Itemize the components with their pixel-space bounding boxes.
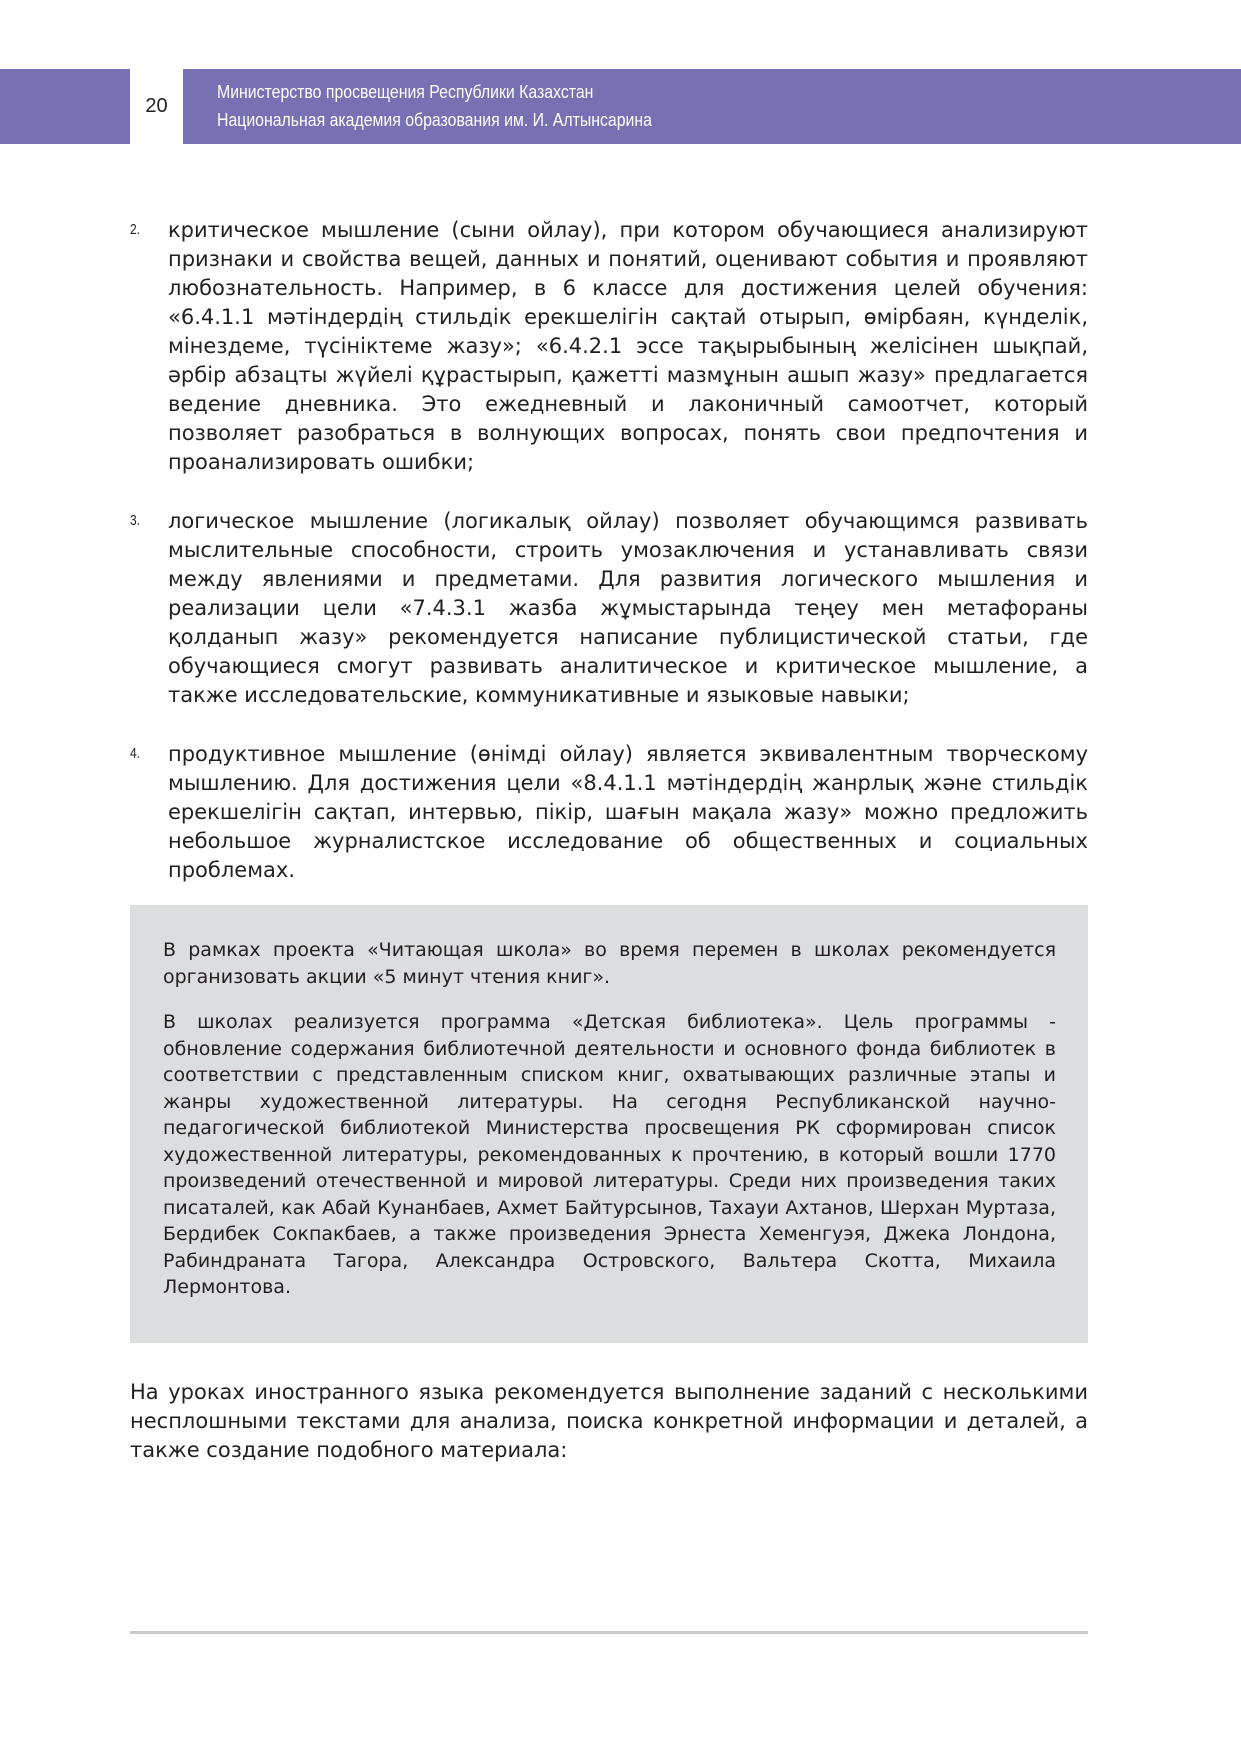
header-title [217,78,1097,134]
list-item-logical-thinking [130,507,1088,710]
info-box-paragraph-children-library: В школах реализуется программа «Детская библиотека». Цель программы - обновление содержания библиотечной деятельности и основного фонда библиотек в соответствии с представленным списком книг, охватывающих различные этапы и жанры художественной литературы. На сегодня Республиканской научно-педагогической библиотекой Министерства просвещения РК сформирован список художественной литературы, рекомендованных к прочтению, в который вошли 1770 произведений отечественной и мировой литературы. Среди них произведения таких писаталей, как Абай Кунанбаев, Ахмет Байтурсынов, Тахауи Ахтанов, Шерхан Муртаза, Бердибек Сокпакбаев, а также произведения Эрнеста Хеменгуэя, Джека Лондона, Рабиндраната Тагора, Александра Островского, Вальтера Скотта, Михаила Лермонтова. [163,1011,1056,1298]
list-item-number: 4. [130,745,141,762]
list-item-critical-thinking [130,216,1088,477]
list-item-text: логическое мышление (логикалық ойлау) позволяет обучающимся развивать мыслительные способности, строить умозаключения и устанавливать связи между явлениями и предметами. Для развития логического мышления и реализации цели «7.4.3.1 жазба жұмыстарында теңеу мен метафораны қолданып жазу» рекомендуется написание публицистической статьи, где обучающиеся смогут развивать аналитическое и критическое мышление, а также исследовательские, коммуникативные и языковые навыки; [168,509,1088,707]
main-content [130,216,1088,915]
list-item-text: критическое мышление (сыни ойлау), при котором обучающиеся анализируют признаки и свойства вещей, данных и понятий, оценивают события и проявляют любознательность. Например, в 6 классе для достижения целей обучения: «6.4.1.1 мәтіндердің стильдік ерекшелігін сақтай отырып, өмірбаян, күнделік, мінездеме, түсініктеме жазу»; «6.4.2.1 эссе тақырыбының желісінен шықпай, әрбір абзацты жүйелі құрастырып, қажетті мазмұнын ашып жазу» предлагается ведение дневника. Это ежедневный и лаконичный самоотчет, который позволяет разобраться в волнующих вопросах, понять свои предпочтения и проанализировать ошибки; [168,218,1088,474]
list-item-number: 2. [130,221,141,238]
list-item-number: 3. [130,512,141,529]
info-box [130,905,1088,1343]
page-number: 20 [130,69,183,144]
list-item-text: продуктивное мышление (өнімді ойлау) является эквивалентным творческому мышлению. Для достижения цели «8.4.1.1 мәтіндердің жанрлық және стильдік ерекшелігін сақтап, интервью, пікір, шағын мақала жазу» можно предложить небольшое журналистское исследование об общественных и социальных проблемах. [168,742,1088,882]
footer-divider [130,1631,1088,1634]
header-academy-line: Национальная академия образования им. И. Алтынсарина [217,110,652,130]
header-ministry-line: Министерство просвещения Республики Казахстан [217,82,594,102]
info-box-paragraph-reading-school: В рамках проекта «Читающая школа» во время перемен в школах рекомендуется организовать акции «5 минут чтения книг». [163,939,1056,988]
list-item-productive-thinking [130,740,1088,885]
closing-paragraph: На уроках иностранного языка рекомендуется выполнение заданий с несколькими несплошными текстами для анализа, поиска конкретной информации и деталей, а также создание подобного материала: [130,1380,1088,1462]
